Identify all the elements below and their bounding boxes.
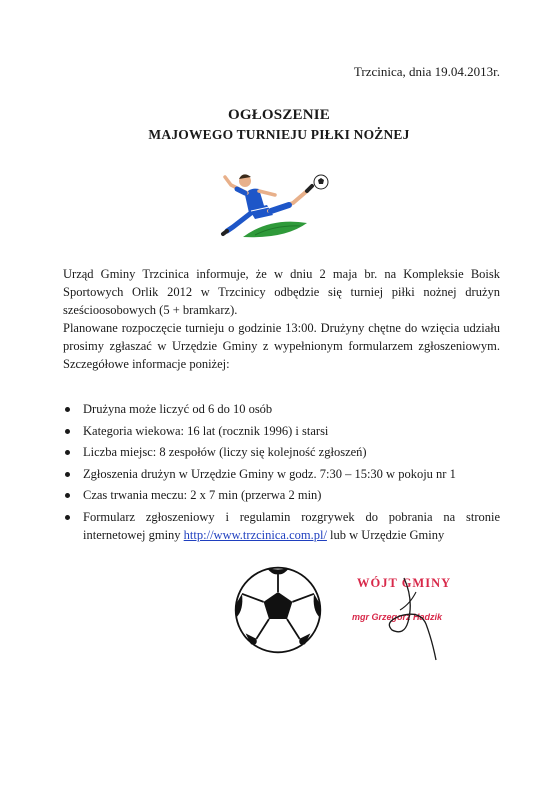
signature-icon [370, 570, 450, 665]
stamp-title: WÓJT GMINY [357, 576, 452, 590]
list-item: Kategoria wiekowa: 16 lat (rocznik 1996) i starsi [63, 422, 500, 440]
soccer-player-icon [215, 165, 335, 245]
soccer-ball-icon [233, 565, 323, 655]
paragraph-details: Planowane rozpoczęcie turnieju o godzinie 13:00. Drużyny chętne do wzięcia udziału prosimy zgłaszać w Urzędzie Gminy z wypełnionym formularzem zgłoszeniowym. Szczegółowe informacje poniżej: [63, 321, 500, 371]
paragraph-intro: Urząd Gminy Trzcinica informuje, że w dniu 2 maja br. na Kompleksie Boisk Sportowych Orlik 2012 w Trzcinicy odbędzie się turniej piłki nożnej drużyn sześcioosobowych (5 + bramkarz). [63, 267, 500, 317]
stamp-name: mgr Grzegorz Hadzik [352, 612, 443, 622]
details-list [63, 400, 500, 547]
bullet-icon [65, 515, 70, 520]
list-item: Liczba miejsc: 8 zespołów (liczy się kolejność zgłoszeń) [63, 443, 500, 461]
list-item: Drużyna może liczyć od 6 do 10 osób [63, 400, 500, 418]
bullet-icon [65, 472, 70, 477]
bullet-icon [65, 450, 70, 455]
list-item: Czas trwania meczu: 2 x 7 min (przerwa 2 min) [63, 486, 500, 504]
date-line: Trzcinica, dnia 19.04.2013r. [353, 64, 500, 79]
announcement-title: OGŁOSZENIE [227, 107, 331, 123]
list-item: Formularz zgłoszeniowy i regulamin rozgrywek do pobrania na stronie internetowej gminy http://www.trzcinica.com.pl/ lub w Urzędzie Gminy [63, 508, 500, 544]
announcement-subtitle: MAJOWEGO TURNIEJU PIŁKI NOŻNEJ [148, 127, 410, 142]
bullet-icon [65, 429, 70, 434]
website-link[interactable]: http://www.trzcinica.com.pl/ [183, 527, 327, 542]
list-item: Zgłoszenia drużyn w Urzędzie Gminy w godz. 7:30 – 15:30 w pokoju nr 1 [63, 465, 500, 483]
bullet-icon [65, 493, 70, 498]
bullet-icon [65, 407, 70, 412]
